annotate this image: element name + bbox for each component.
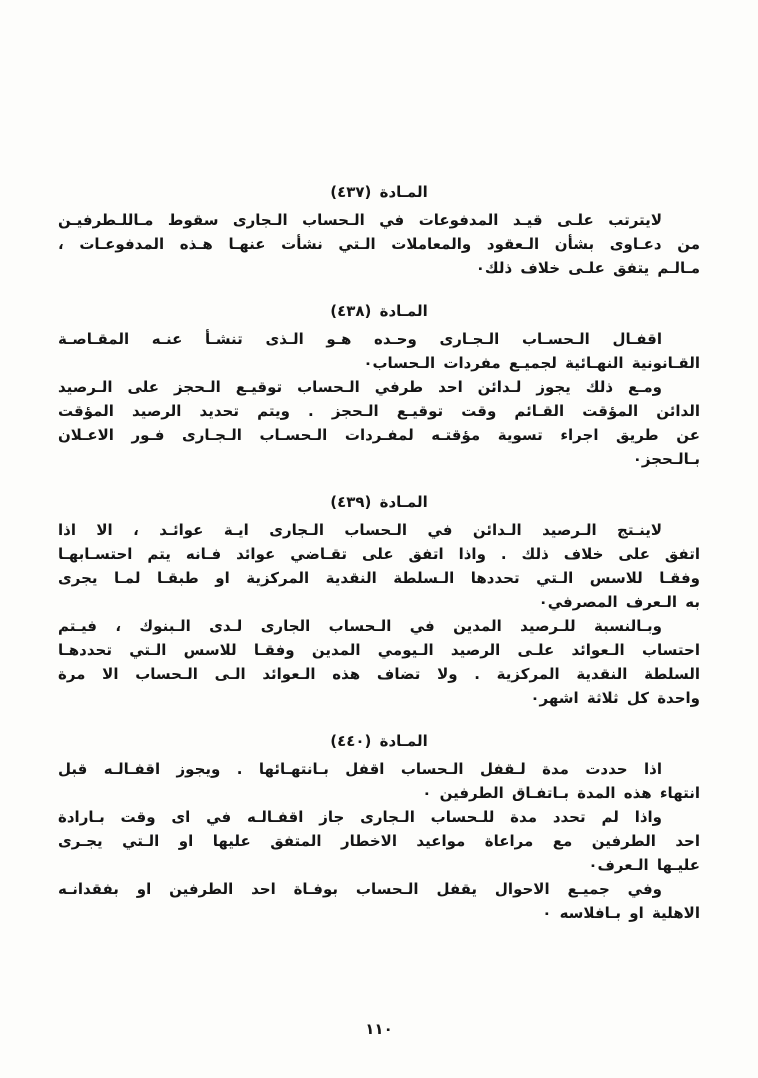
paragraph <box>58 518 700 614</box>
text-line: اقفـال الـحسـاب الـجـارى وحـده هـو الـذى تنشـأ عنـه المقـاصـة <box>58 330 662 348</box>
text-line: وفي جميـع الاحوال يقفل الـحساب بوفـاة احد الطرفين او بفقدانـه <box>58 880 662 898</box>
text-line: الدائن المؤقت القـائم وقت توقيـع الـحجز . ويتم تحديد الرصيد المؤقت <box>58 402 700 420</box>
text-line: لايترتب علـى قيـد المدفوعات في الـحساب الـجارى سقوط مـاللـطرفيـن <box>58 211 662 229</box>
paragraph <box>58 375 700 471</box>
paragraph <box>58 805 700 877</box>
paragraph <box>58 877 700 925</box>
text-line: وبـالنسبة للـرصيد المدين في الـحساب الجارى لـدى الـبنوك ، فيـتم <box>58 617 662 635</box>
text-line: من دعـاوى بشأن الـعقود والمعاملات الـتي نشأت عنهـا هـذه المدفوعـات ، <box>58 235 700 253</box>
text-line: اذا حددت مدة لـقفل الـحساب اقفل بـانتهـائها . ويجوز اقفـالـه قبل <box>58 760 662 778</box>
text-line: اتفق على خلاف ذلك . واذا اتفق على تقـاضي عوائد فـانه يتم احتسـابهـا <box>58 545 700 563</box>
article <box>58 732 700 925</box>
document-content <box>58 183 700 925</box>
paragraph <box>58 327 700 375</box>
text-line: القـانونية النهـائية لجميـع مفردات الـحساب٠ <box>363 354 700 372</box>
text-line: وفقـا للاسس الـتي تحددها الـسلطة النقدية المركزية او طبقـا لمـا يجرى <box>58 569 700 587</box>
text-line: عن طريق اجراء تسوية مؤقتـه لمفـردات الـحسـاب الـجـارى فـور الاعـلان <box>58 426 700 444</box>
article-heading: المـادة (٤٣٩) <box>330 493 428 511</box>
paragraph <box>58 614 700 710</box>
text-line: انتهاء هذه المدة بـاتفـاق الطرفين ٠ <box>422 784 700 802</box>
text-line: مـالـم يتفق علـى خلاف ذلك٠ <box>475 259 700 277</box>
article <box>58 493 700 710</box>
text-line: احتساب الـعوائد علـى الرصيد الـيومي المدين وفقـا للاسس الـتي تحددهـا <box>58 641 700 659</box>
text-line: الاهلية او بـافلاسه ٠ <box>542 904 700 922</box>
text-line: واحدة كل ثلاثة اشهر٠ <box>530 689 700 707</box>
text-line: السلطة النقدية المركزية . ولا تضاف هذه الـعوائد الـى الـحساب الا مرة <box>58 665 700 683</box>
article <box>58 302 700 471</box>
text-line: احد الطرفين مع مراعاة مواعيد الاخطار المتفق عليها او الـتي يجـرى <box>58 832 700 850</box>
text-line: عليـها الـعرف٠ <box>588 856 700 874</box>
article <box>58 183 700 280</box>
article-heading: المـادة (٤٣٨) <box>330 302 428 320</box>
page-number: ١١٠ <box>365 1020 393 1038</box>
paragraph <box>58 757 700 805</box>
text-line: به الـعرف المصرفي٠ <box>538 593 700 611</box>
paragraph <box>58 208 700 280</box>
article-heading: المـادة (٤٤٠) <box>330 732 428 750</box>
text-line: بـالـحجز٠ <box>632 450 700 468</box>
text-line: لاينـتج الـرصيد الـدائن في الـحساب الـجارى ايـة عوائـد ، الا اذا <box>58 521 662 539</box>
article-heading: المـادة (٤٣٧) <box>330 183 428 201</box>
text-line: ومـع ذلك يجوز لـدائن احد طرفي الـحساب توقيـع الـحجز على الـرصيد <box>58 378 662 396</box>
text-line: واذا لم تحدد مدة للـحساب الـجارى جاز اقفـالـه في اى وقت بـارادة <box>58 808 662 826</box>
